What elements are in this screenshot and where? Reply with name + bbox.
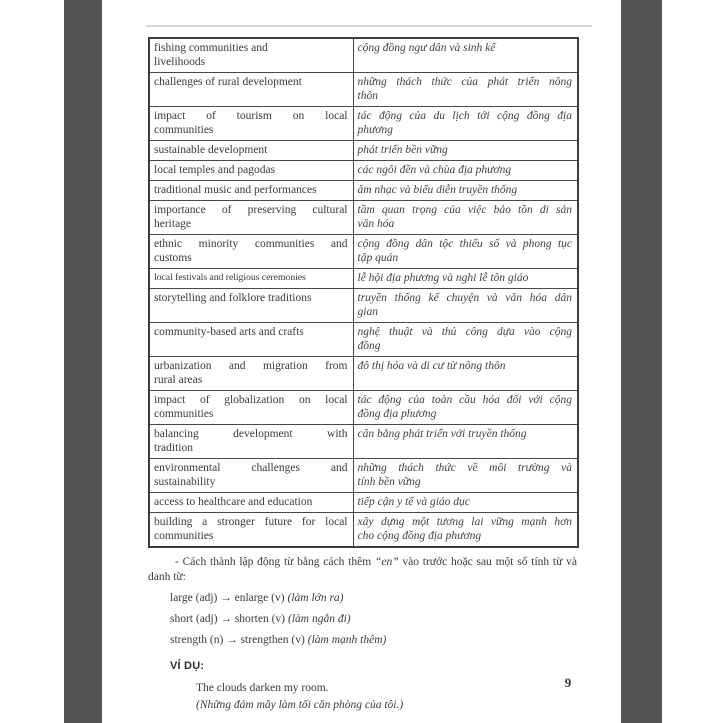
table-row bbox=[149, 459, 578, 493]
vocab-en-cell: access to healthcare and education bbox=[149, 493, 353, 513]
vocab-en-cell: impact of globalization on local communities bbox=[149, 391, 353, 425]
vocab-vi-cell: các ngôi đền và chùa địa phương bbox=[353, 161, 578, 181]
table-row bbox=[149, 269, 578, 289]
example-gloss: (làm mạnh thêm) bbox=[307, 634, 387, 646]
vocab-vi-cell: truyền thống kể chuyện và văn hóa dân gian bbox=[353, 289, 578, 323]
vocab-vi-cell: tác động của toàn cầu hóa đối với cộng đồng địa phương bbox=[353, 391, 578, 425]
vocab-en-cell: environmental challenges and sustainability bbox=[149, 459, 353, 493]
example-sentence-vi: (Những đám mây làm tối căn phòng của tôi.) bbox=[196, 699, 404, 711]
vocab-vi-cell: đô thị hóa và di cư từ nông thôn bbox=[353, 357, 578, 391]
vocab-en-cell: traditional music and performances bbox=[149, 181, 353, 201]
note-en-term: “en” bbox=[374, 556, 399, 568]
vocab-en-cell: fishing communities and livelihoods bbox=[149, 38, 353, 73]
note-text: vào trước hoặc sau một số tính từ và danh từ: bbox=[148, 556, 577, 583]
example-text: large (adj) → enlarge (v) bbox=[170, 592, 285, 604]
vocab-vi-cell: âm nhạc và biểu diễn truyền thống bbox=[353, 181, 578, 201]
example-text: short (adj) → shorten (v) bbox=[170, 613, 285, 625]
example-gloss: (làm ngắn đi) bbox=[287, 613, 351, 625]
scanner-shadow-bar-left bbox=[64, 0, 102, 723]
vocab-vi-cell: những thách thức của phát triển nông thôn bbox=[353, 73, 578, 107]
vocab-en-cell: community-based arts and crafts bbox=[149, 323, 353, 357]
vocab-en-cell: urbanization and migration from rural areas bbox=[149, 357, 353, 391]
example-line bbox=[170, 612, 577, 626]
vocab-vi-cell: cộng đồng ngư dân và sinh kế bbox=[353, 38, 578, 73]
table-row bbox=[149, 357, 578, 391]
vocab-en-cell: impact of tourism on local communities bbox=[149, 107, 353, 141]
vocabulary-table bbox=[148, 37, 579, 548]
page-content bbox=[148, 37, 577, 712]
vocab-vi-cell: tầm quan trọng của việc bảo tồn di sản văn hóa bbox=[353, 201, 578, 235]
vocab-vi-cell: cộng đồng dân tộc thiểu số và phong tục tập quán bbox=[353, 235, 578, 269]
table-row bbox=[149, 513, 578, 548]
example-section-heading: VÍ DỤ: bbox=[170, 660, 205, 672]
table-row bbox=[149, 38, 578, 73]
table-row bbox=[149, 493, 578, 513]
vocab-vi-cell: phát triển bền vững bbox=[353, 141, 578, 161]
table-row bbox=[149, 141, 578, 161]
vocab-vi-cell: tiếp cận y tế và giáo dục bbox=[353, 493, 578, 513]
vocab-vi-cell: nghệ thuật và thủ công dựa vào cộng đồng bbox=[353, 323, 578, 357]
table-row bbox=[149, 391, 578, 425]
vocab-en-cell: local festivals and religious ceremonies bbox=[149, 269, 353, 289]
table-row bbox=[149, 181, 578, 201]
word-formation-examples bbox=[170, 591, 577, 647]
note-text: - Cách thành lập động từ bằng cách thêm bbox=[175, 556, 375, 568]
vocab-vi-cell: tác động của du lịch tới cộng đồng địa phương bbox=[353, 107, 578, 141]
vocab-en-cell: importance of preserving cultural heritage bbox=[149, 201, 353, 235]
vocab-en-cell: challenges of rural development bbox=[149, 73, 353, 107]
table-row bbox=[149, 323, 578, 357]
table-row bbox=[149, 289, 578, 323]
example-gloss: (làm lớn ra) bbox=[287, 592, 344, 604]
example-text: strength (n) → strengthen (v) bbox=[170, 634, 305, 646]
table-row bbox=[149, 73, 578, 107]
vocab-vi-cell: những thách thức về môi trường và tính bền vững bbox=[353, 459, 578, 493]
page-number: 9 bbox=[564, 675, 572, 690]
vocab-en-cell: ethnic minority communities and customs bbox=[149, 235, 353, 269]
vocab-en-cell: storytelling and folklore traditions bbox=[149, 289, 353, 323]
table-row bbox=[149, 235, 578, 269]
example-line bbox=[170, 633, 577, 647]
table-row bbox=[149, 201, 578, 235]
example-sentence-en: The clouds darken my room. bbox=[196, 682, 329, 694]
vocab-vi-cell: cân bằng phát triển với truyền thống bbox=[353, 425, 578, 459]
vocab-vi-cell: lễ hội địa phương và nghi lễ tôn giáo bbox=[353, 269, 578, 289]
scanner-shadow-bar-right bbox=[621, 0, 662, 723]
scan-artifact-line bbox=[146, 25, 592, 27]
table-row bbox=[149, 425, 578, 459]
table-row bbox=[149, 107, 578, 141]
vocab-en-cell: sustainable development bbox=[149, 141, 353, 161]
example-line bbox=[170, 591, 577, 605]
table-row bbox=[149, 161, 578, 181]
vocab-en-cell: local temples and pagodas bbox=[149, 161, 353, 181]
vocab-en-cell: balancing development with tradition bbox=[149, 425, 353, 459]
vocab-en-cell: building a stronger future for local communities bbox=[149, 513, 353, 548]
word-formation-note bbox=[148, 555, 577, 584]
vocab-vi-cell: xây dựng một tương lai vững mạnh hơn cho cộng đồng địa phương bbox=[353, 513, 578, 548]
